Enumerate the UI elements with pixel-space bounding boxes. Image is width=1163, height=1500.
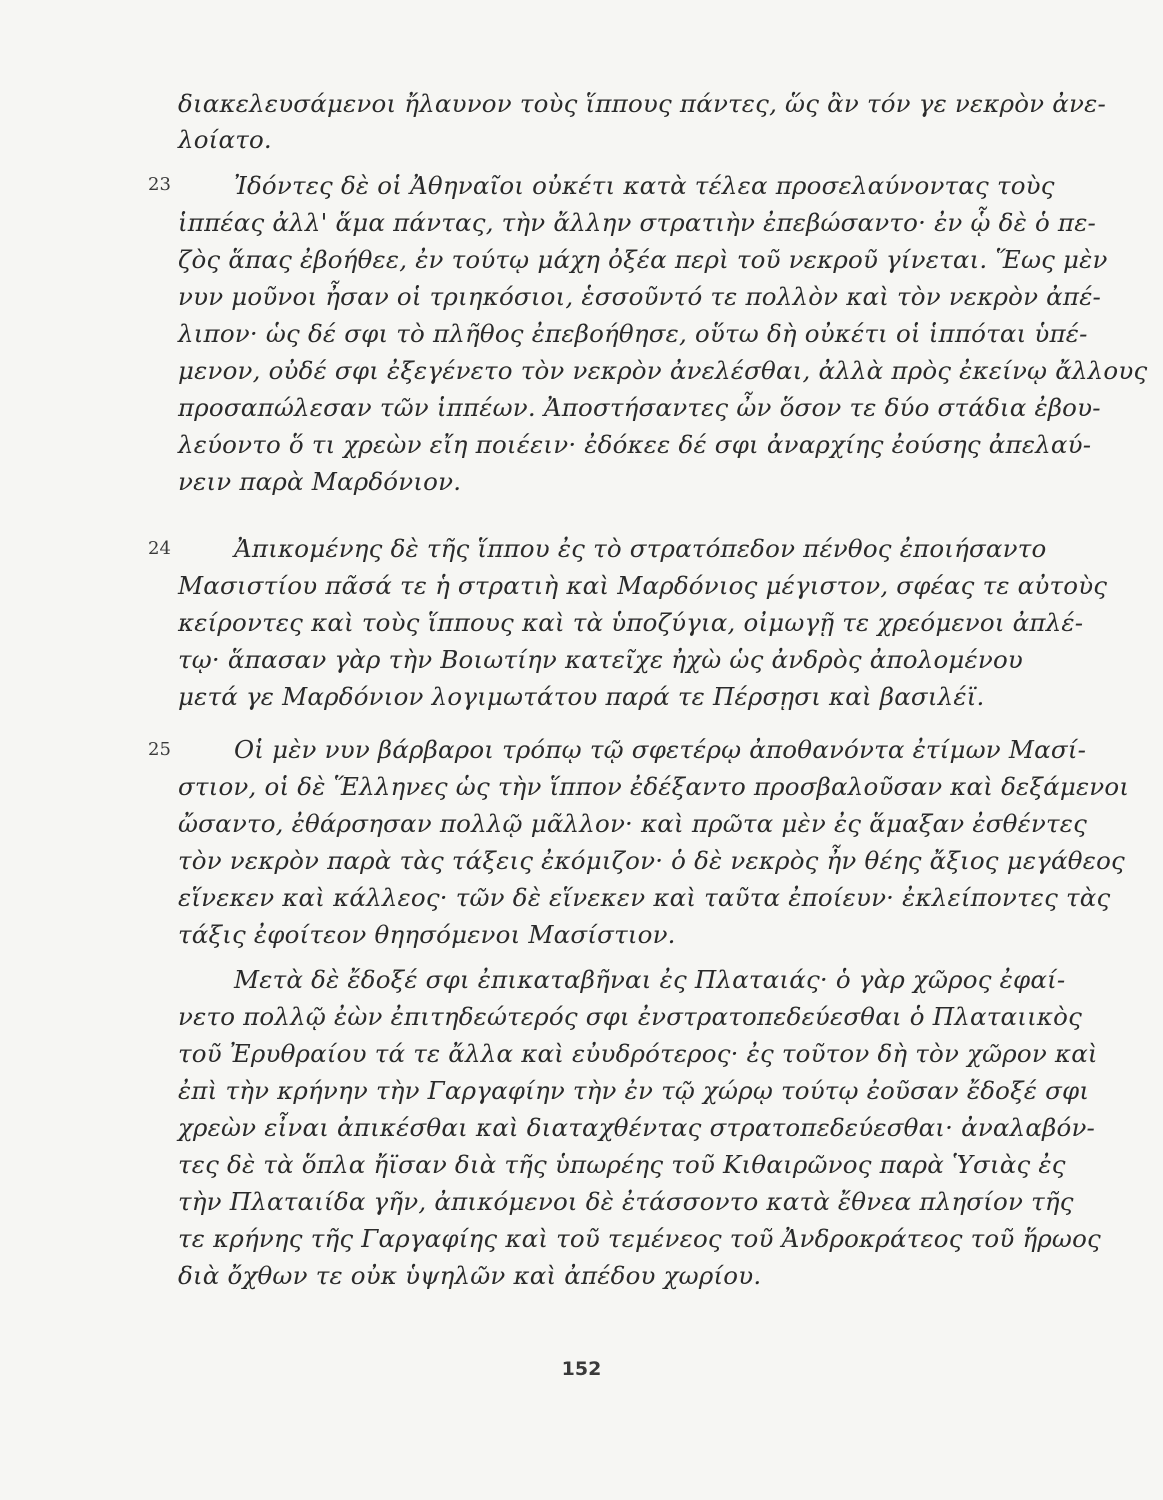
text-line: Ἰδόντες δὲ οἱ Ἀθηναῖοι οὐκέτι κατὰ τέλεα προσελαύνοντας τοὺς [234,171,1055,200]
text-line: στιον, οἱ δὲ Ἕλληνες ὡς τὴν ἵππον ἐδέξαντο προσβαλοῦσαν καὶ δεξάμενοι [178,772,1130,801]
text-line: τάξις ἐφοίτεον θηησόμενοι Μασίστιον. [178,920,676,949]
text-line: τὸν νεκρὸν παρὰ τὰς τάξεις ἐκόμιζον· ὁ δὲ νεκρὸς ἦν θέης ἄξιος μεγάθεος [178,846,1125,875]
text-line: διακελευσάμενοι ἤλαυνον τοὺς ἵππους πάντες, ὥς ἂν τόν γε νεκρὸν ἀνε- [178,89,1106,118]
text-line: εἵνεκεν καὶ κάλλεος· τῶν δὲ εἵνεκεν καὶ ταῦτα ἐποίευν· ἐκλείποντες τὰς [178,883,1111,912]
text-line: τὴν Πλαταιίδα γῆν, ἀπικόμενοι δὲ ἐτάσσοντο κατὰ ἔθνεα πλησίον τῆς [178,1187,1074,1216]
text-line: ὤσαντο, ἐθάρσησαν πολλῷ μᾶλλον· καὶ πρῶτα μὲν ἐς ἅμαξαν ἐσθέντες [178,809,1088,838]
text-line: Μετὰ δὲ ἔδοξέ σφι ἐπικαταβῆναι ἐς Πλαταιάς· ὁ γὰρ χῶρος ἐφαί- [234,965,1066,994]
text-line: ζὸς ἅπας ἐβοήθεε, ἐν τούτῳ μάχη ὀξέα περὶ τοῦ νεκροῦ γίνεται. Ἕως μὲν [178,245,1108,274]
text-line: κείροντες καὶ τοὺς ἵππους καὶ τὰ ὑποζύγια, οἰμωγῇ τε χρεόμενοι ἀπλέ- [178,608,1084,637]
text-line: τῳ· ἅπασαν γὰρ τὴν Βοιωτίην κατεῖχε ἠχὼ ὡς ἀνδρὸς ἀπολομένου [178,645,1024,674]
text-line: μενον, οὐδέ σφι ἐξεγένετο τὸν νεκρὸν ἀνελέσθαι, ἀλλὰ πρὸς ἐκείνῳ ἄλλους [178,356,1148,385]
section-number-25: 25 [148,739,171,760]
text-line: διὰ ὄχθων τε οὐκ ὑψηλῶν καὶ ἀπέδου χωρίου. [178,1261,762,1290]
text-line: μετά γε Μαρδόνιον λογιμωτάτου παρά τε Πέρσῃσι καὶ βασιλέϊ. [178,682,985,711]
section-number-24: 24 [148,538,171,559]
text-line: τε κρήνης τῆς Γαργαφίης καὶ τοῦ τεμένεος τοῦ Ἀνδροκράτεος τοῦ ἥρωος [178,1224,1101,1253]
section-number-23: 23 [148,174,171,195]
text-line: ἱππέας ἀλλ' ἅμα πάντας, τὴν ἄλλην στρατιὴν ἐπεβώσαντο· ἐν ᾧ δὲ ὁ πε- [178,208,1097,237]
text-line: τοῦ Ἐρυθραίου τά τε ἄλλα καὶ εὐυδρότερος· ἐς τοῦτον δὴ τὸν χῶρον καὶ [178,1039,1098,1068]
text-line: τες δὲ τὰ ὅπλα ἤϊσαν διὰ τῆς ὑπωρέης τοῦ Κιθαιρῶνος παρὰ Ὑσιὰς ἐς [178,1150,1066,1179]
text-line: νετο πολλῷ ἐὼν ἐπιτηδεώτερός σφι ἐνστρατοπεδεύεσθαι ὁ Πλαταιικὸς [178,1002,1083,1031]
text-line: Μασιστίου πᾶσά τε ἡ στρατιὴ καὶ Μαρδόνιος μέγιστον, σφέας τε αὐτοὺς [178,571,1108,600]
text-line: Οἱ μὲν νυν βάρβαροι τρόπῳ τῷ σφετέρῳ ἀποθανόντα ἐτίμων Μασί- [234,735,1087,764]
text-line: λοίατο. [178,125,272,154]
text-line: νυν μοῦνοι ἦσαν οἱ τριηκόσιοι, ἑσσοῦντό τε πολλὸν καὶ τὸν νεκρὸν ἀπέ- [178,282,1102,311]
page-number: 152 [561,1358,602,1380]
text-line: Ἀπικομένης δὲ τῆς ἵππου ἐς τὸ στρατόπεδον πένθος ἐποιήσαντο [234,534,1047,563]
text-line: προσαπώλεσαν τῶν ἱππέων. Ἀποστήσαντες ὦν ὅσον τε δύο στάδια ἐβου- [178,393,1101,422]
text-line: χρεὼν εἶναι ἀπικέσθαι καὶ διαταχθέντας στρατοπεδεύεσθαι· ἀναλαβόν- [178,1113,1096,1142]
text-line: νειν παρὰ Μαρδόνιον. [178,467,462,496]
text-line: λεύοντο ὅ τι χρεὼν εἴη ποιέειν· ἐδόκεε δέ σφι ἀναρχίης ἐούσης ἀπελαύ- [178,430,1092,459]
text-line: λιπον· ὡς δέ σφι τὸ πλῆθος ἐπεβοήθησε, οὕτω δὴ οὐκέτι οἱ ἱππόται ὑπέ- [178,319,1088,348]
text-line: ἐπὶ τὴν κρήνην τὴν Γαργαφίην τὴν ἐν τῷ χώρῳ τούτῳ ἐοῦσαν ἔδοξέ σφι [178,1076,1090,1105]
